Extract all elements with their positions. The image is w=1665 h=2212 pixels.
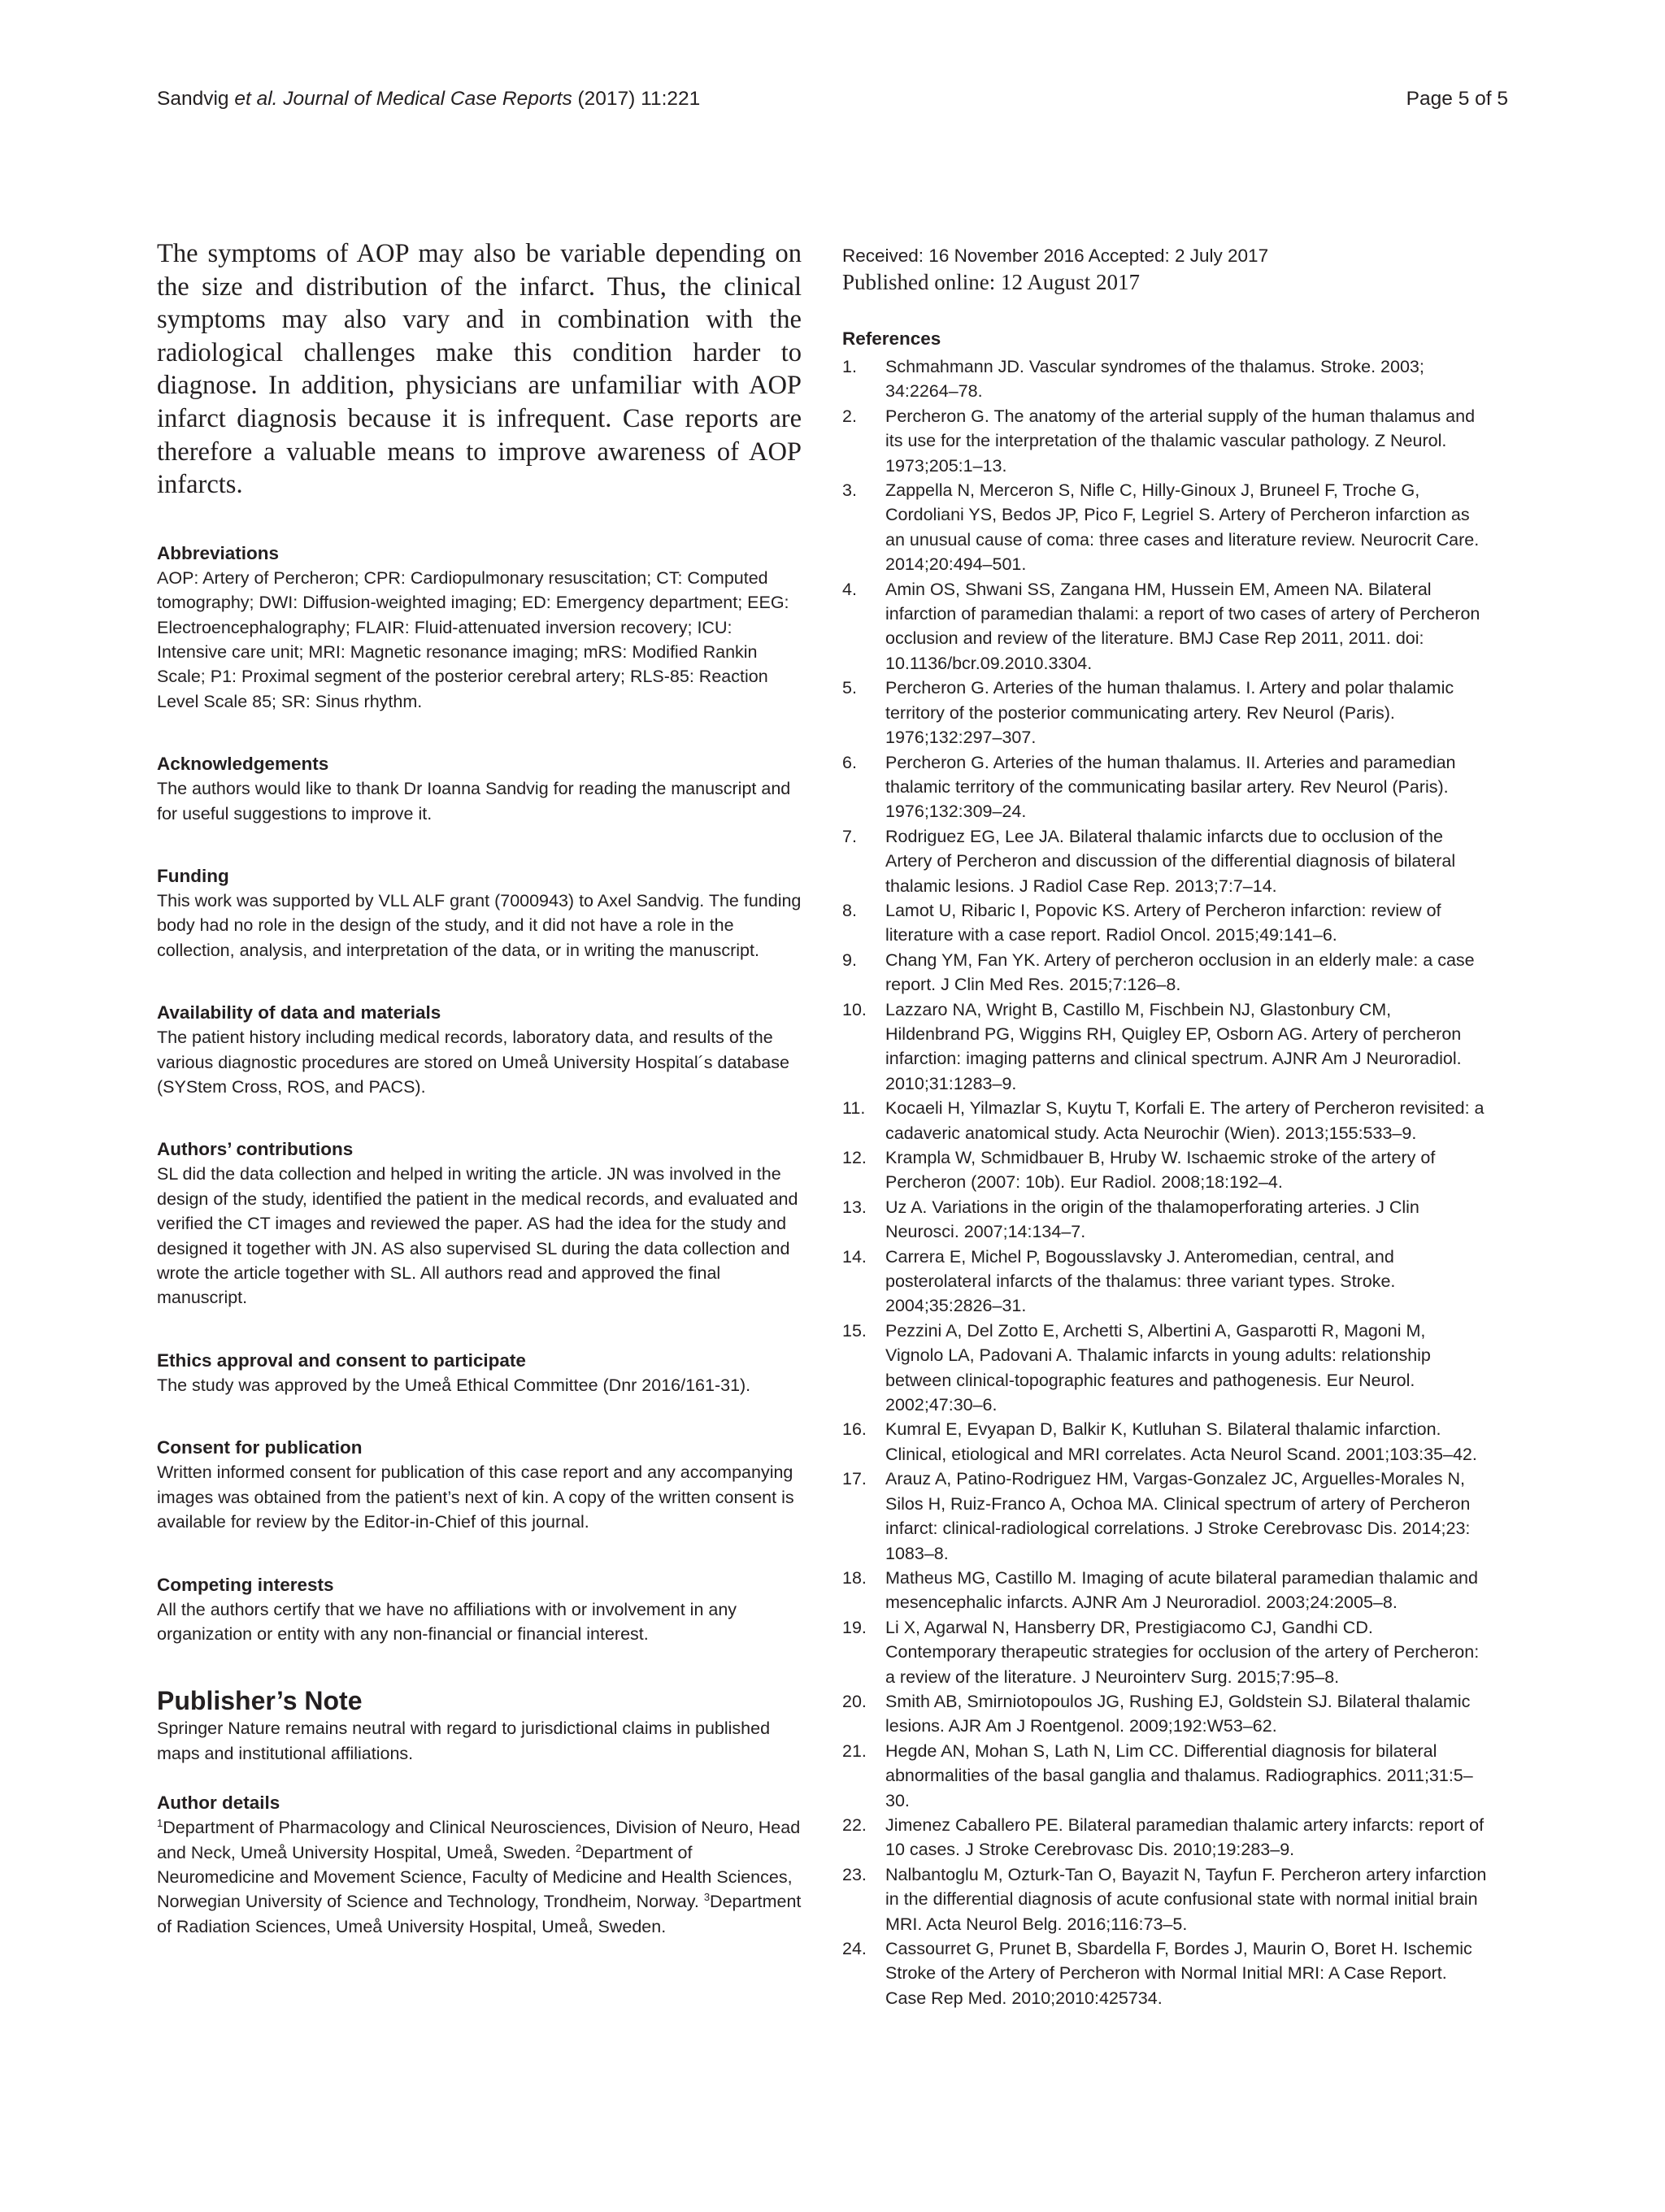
- reference-text: Chang YM, Fan YK. Artery of percheron occlusion in an elderly male: a case report. J Clin Med Res. 2015;7:126–8.: [885, 950, 1475, 995]
- section-heading: Competing interests: [157, 1574, 334, 1595]
- reference-item: [842, 676, 1488, 750]
- article-citation: [157, 88, 700, 111]
- section-text: All the authors certify that we have no affiliations with or involvement in any organization or entity with any non-financial or financial interest.: [157, 1599, 737, 1644]
- reference-text: Jimenez Caballero PE. Bilateral paramedian thalamic artery infarcts: report of 10 cases. J Stroke Cerebrovasc Dis. 2010;19:283–9.: [885, 1814, 1485, 1860]
- section-heading: Acknowledgements: [157, 754, 329, 775]
- affiliation-text: Department of Neuromedicine and Movement Science, Faculty of Medicine and Health Sciences, Norwegian University of Science and Technology, Trondheim, Norway.: [157, 1842, 793, 1912]
- reference-number: 11.: [842, 1098, 866, 1119]
- reference-number: 8.: [842, 900, 857, 920]
- acknowledgements-section: [157, 751, 802, 826]
- reference-number: 12.: [842, 1148, 867, 1167]
- reference-item: [842, 1689, 1488, 1739]
- header-journal: Journal of Medical Case Reports: [283, 88, 572, 110]
- affiliation-marker: 1: [157, 1816, 163, 1829]
- reference-text: Lazzaro NA, Wright B, Castillo M, Fischbein NJ, Glastonbury CM, Hildenbrand PG, Wiggins RH, Quigley EP, Osborn AG. Artery of percheron infarction: imaging patterns and clinical spectrum. AJNR Am J Neuroradiol. 2010;31:1283–9.: [885, 999, 1462, 1093]
- reference-number: 5.: [842, 678, 857, 698]
- author-details-text: [157, 1815, 802, 1939]
- right-column: [842, 244, 1488, 2010]
- reference-number: 23.: [842, 1864, 867, 1884]
- references-title: References: [842, 328, 941, 349]
- reference-item: [842, 1245, 1488, 1319]
- section-heading: Consent for publication: [157, 1437, 363, 1458]
- reference-item: [842, 1566, 1488, 1615]
- affiliation-text: Department of Radiation Sciences, Umeå University Hospital, Umeå, Sweden.: [157, 1892, 802, 1936]
- reference-list: [842, 354, 1488, 2010]
- reference-number: 2.: [842, 406, 857, 426]
- reference-text: Percheron G. The anatomy of the arterial supply of the human thalamus and its use for the interpretation of the thalamic vascular pathology. Z Neurol. 1973;205:1–13.: [885, 406, 1476, 476]
- reference-number: 14.: [842, 1246, 867, 1267]
- reference-number: 20.: [842, 1691, 867, 1711]
- reference-item: [842, 1739, 1488, 1813]
- reference-item: [842, 997, 1488, 1097]
- reference-number: 10.: [842, 999, 867, 1019]
- reference-number: 22.: [842, 1814, 867, 1835]
- reference-text: Matheus MG, Castillo M. Imaging of acute bilateral paramedian thalamic and mesencephalic infarcts. AJNR Am J Neuroradiol. 2003;24:2005–8.: [885, 1567, 1478, 1613]
- reference-item: [842, 1145, 1488, 1195]
- reference-text: Percheron G. Arteries of the human thalamus. II. Arteries and paramedian thalamic territory of the communicating basilar artery. Rev Neurol (Paris). 1976;132:309–24.: [885, 752, 1456, 822]
- section-text: This work was supported by VLL ALF grant (7000943) to Axel Sandvig. The funding body had no role in the design of the study, and it did not have a role in the collection, analysis, and interpretation of the data, or in writing the manuscript.: [157, 891, 802, 960]
- reference-text: Kocaeli H, Yilmazlar S, Kuytu T, Korfali E. The artery of Percheron revisited: a cadaveric anatomical study. Acta Neurochir (Wien). 2013;155:533–9.: [885, 1098, 1485, 1143]
- author-details-section: [157, 1790, 802, 1939]
- section-heading: Funding: [157, 866, 229, 886]
- section-text: The study was approved by the Umeå Ethical Committee (Dnr 2016/161-31).: [157, 1375, 751, 1395]
- reference-item: [842, 1319, 1488, 1418]
- funding-section: [157, 863, 802, 963]
- reference-number: 19.: [842, 1617, 867, 1637]
- reference-item: [842, 1813, 1488, 1862]
- reference-item: [842, 1936, 1488, 2010]
- closing-paragraph: The symptoms of AOP may also be variable depending on the size and distribution of the infarct. Thus, the clinical symptoms may also vary and in combination with the radiological challenges make this condition harder to diagnose. In addition, physicians are unfamiliar with AOP infarct diagnosis because it is infrequent. Case reports are therefore a valuable means to improve awareness of AOP infarcts.: [157, 239, 802, 500]
- reference-text: Amin OS, Shwani SS, Zangana HM, Hussein EM, Ameen NA. Bilateral infarction of paramedian thalami: a report of two cases of artery of Percheron occlusion and review of the literature. BMJ Case Rep 2011, 2011. doi: 10.1136/bcr.09.2010.3304.: [885, 579, 1480, 673]
- published-date: Published online: 12 August 2017: [842, 270, 1141, 294]
- publishers-note-text: Springer Nature remains neutral with regard to jurisdictional claims in published maps and institutional affiliations.: [157, 1719, 771, 1763]
- reference-text: Kumral E, Evyapan D, Balkir K, Kutluhan S. Bilateral thalamic infarction. Clinical, etiological and MRI correlates. Acta Neurol Scand. 2001;103:35–42.: [885, 1419, 1477, 1464]
- reference-text: Lamot U, Ribaric I, Popovic KS. Artery of Percheron infarction: review of literature with a case report. Radiol Oncol. 2015;49:141–6.: [885, 900, 1441, 945]
- page-number: Page 5 of 5: [1406, 88, 1508, 110]
- reference-number: 16.: [842, 1419, 867, 1440]
- reference-text: Uz A. Variations in the origin of the thalamoperforating arteries. J Clin Neurosci. 2007;14:134–7.: [885, 1197, 1419, 1242]
- reference-item: [842, 478, 1488, 577]
- reference-item: [842, 1417, 1488, 1467]
- reference-item: [842, 354, 1488, 404]
- reference-text: Li X, Agarwal N, Hansberry DR, Prestigiacomo CJ, Gandhi CD. Contemporary therapeutic strategies for occlusion of the artery of Percheron: a review of the literature. J Neurointerv Surg. 2015;7:95–8.: [885, 1617, 1480, 1687]
- reference-number: 9.: [842, 950, 857, 970]
- section-text: The patient history including medical records, laboratory data, and results of the various diagnostic procedures are stored on Umeå University Hospital´s database (SYStem Cross, ROS, and PACS).: [157, 1028, 789, 1097]
- reference-number: 13.: [842, 1197, 867, 1217]
- reference-number: 6.: [842, 752, 857, 772]
- header-citation: (2017) 11:221: [572, 88, 701, 110]
- section-text: SL did the data collection and helped in writing the article. JN was involved in the design of the study, identified the patient in the medical records, and evaluated and verified the CT images and reviewed the paper. AS had the idea for the study and designed it together with JN. AS also supervised SL during the data collection and wrote the article together with SL. All authors read and approved the final manuscript.: [157, 1164, 798, 1308]
- references-section: [842, 327, 1488, 2010]
- author-details-heading: Author details: [157, 1793, 280, 1814]
- reference-text: Schmahmann JD. Vascular syndromes of the thalamus. Stroke. 2003; 34:2264–78.: [885, 357, 1424, 402]
- publishers-note-title: Publisher’s Note: [157, 1686, 363, 1716]
- reference-text: Krampla W, Schmidbauer B, Hruby W. Ischaemic stroke of the artery of Percheron (2007: 10b). Eur Radiol. 2008;18:192–4.: [885, 1148, 1436, 1193]
- section-text: AOP: Artery of Percheron; CPR: Cardiopulmonary resuscitation; CT: Computed tomography; DWI: Diffusion-weighted imaging; ED: Emergency department; EEG: Electroencephalography; FLAIR: Fluid-attenuated inversion recovery; ICU: Intensive care unit; MRI: Magnetic resonance imaging; mRS: Modified Rankin Scale; P1: Proximal segment of the posterior cerebral artery; RLS-85: Reaction Level Scale 85; SR: Sinus rhythm.: [157, 567, 789, 711]
- reference-item: [842, 577, 1488, 676]
- section-heading: Authors’ contributions: [157, 1139, 354, 1160]
- running-header: [157, 88, 1508, 117]
- reference-text: Smith AB, Smirniotopoulos JG, Rushing EJ, Goldstein SJ. Bilateral thalamic lesions. AJR Am J Roentgenol. 2009;192:W53–62.: [885, 1691, 1471, 1736]
- header-et-al: et al.: [234, 88, 278, 110]
- reference-item: [842, 898, 1488, 948]
- reference-text: Arauz A, Patino-Rodriguez HM, Vargas-Gonzalez JC, Arguelles-Morales N, Silos H, Ruiz-Franco A, Ochoa MA. Clinical spectrum of artery of Percheron infarct: clinical-radiological correlations. J Stroke Cerebrovasc Dis. 2014;23: 1083–8.: [885, 1469, 1471, 1563]
- section-heading: Ethics approval and consent to participate: [157, 1349, 526, 1371]
- reference-item: [842, 824, 1488, 898]
- reference-item: [842, 1615, 1488, 1689]
- reference-number: 15.: [842, 1320, 867, 1341]
- publishers-note-section: [157, 1685, 802, 1766]
- reference-number: 24.: [842, 1939, 867, 1958]
- section-text: Written informed consent for publication of this case report and any accompanying images was obtained from the patient’s next of kin. A copy of the written consent is available for review by the Editor-in-Chief of this journal.: [157, 1462, 794, 1532]
- reference-number: 1.: [842, 357, 857, 376]
- reference-text: Hegde AN, Mohan S, Lath N, Lim CC. Differential diagnosis for bilateral abnormalities of the basal ganglia and thalamus. Radiographics. 2011;31:5–30.: [885, 1740, 1473, 1810]
- availability-section: [157, 1000, 802, 1099]
- reference-number: 17.: [842, 1469, 867, 1489]
- received-accepted-dates: Received: 16 November 2016 Accepted: 2 July 2017: [842, 246, 1269, 266]
- affiliation-marker: 3: [703, 1891, 711, 1904]
- reference-number: 4.: [842, 579, 857, 599]
- reference-text: Pezzini A, Del Zotto E, Archetti S, Albertini A, Gasparotti R, Magoni M, Vignolo LA, Padovani A. Thalamic infarcts in young adults: relationship between clinical-topographic features and pathogenesis. Eur Neurol. 2002;47:30–6.: [885, 1320, 1431, 1415]
- left-column: [157, 237, 802, 1939]
- header-authors: Sandvig: [157, 88, 235, 110]
- ethics-section: [157, 1348, 802, 1397]
- reference-item: [842, 1467, 1488, 1566]
- reference-number: 3.: [842, 480, 857, 501]
- competing-interests-section: [157, 1572, 802, 1647]
- reference-item: [842, 1096, 1488, 1145]
- reference-number: 21.: [842, 1740, 867, 1761]
- consent-section: [157, 1435, 802, 1534]
- reference-text: Cassourret G, Prunet B, Sbardella F, Bordes J, Maurin O, Boret H. Ischemic Stroke of the Artery of Percheron with Normal Initial MRI: A Case Report. Case Rep Med. 2010;2010:425734.: [885, 1939, 1472, 2008]
- reference-text: Zappella N, Merceron S, Nifle C, Hilly-Ginoux J, Bruneel F, Troche G, Cordoliani YS, Bedos JP, Pico F, Legriel S. Artery of Percheron infarction as an unusual cause of coma: three cases and literature review. Neurocrit Care. 2014;20:494–501.: [885, 480, 1480, 575]
- reference-item: [842, 948, 1488, 997]
- reference-number: 7.: [842, 826, 857, 846]
- reference-item: [842, 750, 1488, 824]
- affiliation-marker: 2: [576, 1841, 582, 1854]
- reference-item: [842, 1195, 1488, 1245]
- section-heading: Abbreviations: [157, 542, 280, 563]
- reference-text: Carrera E, Michel P, Bogousslavsky J. Anteromedian, central, and posterolateral infarcts of the thalamus: three variant types. Stroke. 2004;35:2826–31.: [885, 1246, 1396, 1316]
- abbreviations-section: [157, 541, 802, 714]
- contributions-section: [157, 1136, 802, 1310]
- reference-number: 18.: [842, 1567, 867, 1588]
- reference-text: Nalbantoglu M, Ozturk-Tan O, Bayazit N, Tayfun F. Percheron artery infarction in the differential diagnosis of acute confusional state with normal initial brain MRI. Acta Neurol Belg. 2016;116:73–5.: [885, 1864, 1487, 1934]
- reference-text: Percheron G. Arteries of the human thalamus. I. Artery and polar thalamic territory of the posterior communicating artery. Rev Neurol (Paris). 1976;132:297–307.: [885, 678, 1454, 748]
- affiliation-text: Department of Pharmacology and Clinical Neurosciences, Division of Neuro, Head and Neck, Umeå University Hospital, Umeå, Sweden.: [157, 1818, 801, 1862]
- reference-item: [842, 1862, 1488, 1936]
- reference-text: Rodriguez EG, Lee JA. Bilateral thalamic infarcts due to occlusion of the Artery of Percheron and discussion of the differential diagnosis of bilateral thalamic lesions. J Radiol Case Rep. 2013;7:7–14.: [885, 826, 1456, 896]
- reference-item: [842, 404, 1488, 478]
- section-heading: Availability of data and materials: [157, 1002, 441, 1023]
- section-text: The authors would like to thank Dr Ioanna Sandvig for reading the manuscript and for useful suggestions to improve it.: [157, 779, 791, 824]
